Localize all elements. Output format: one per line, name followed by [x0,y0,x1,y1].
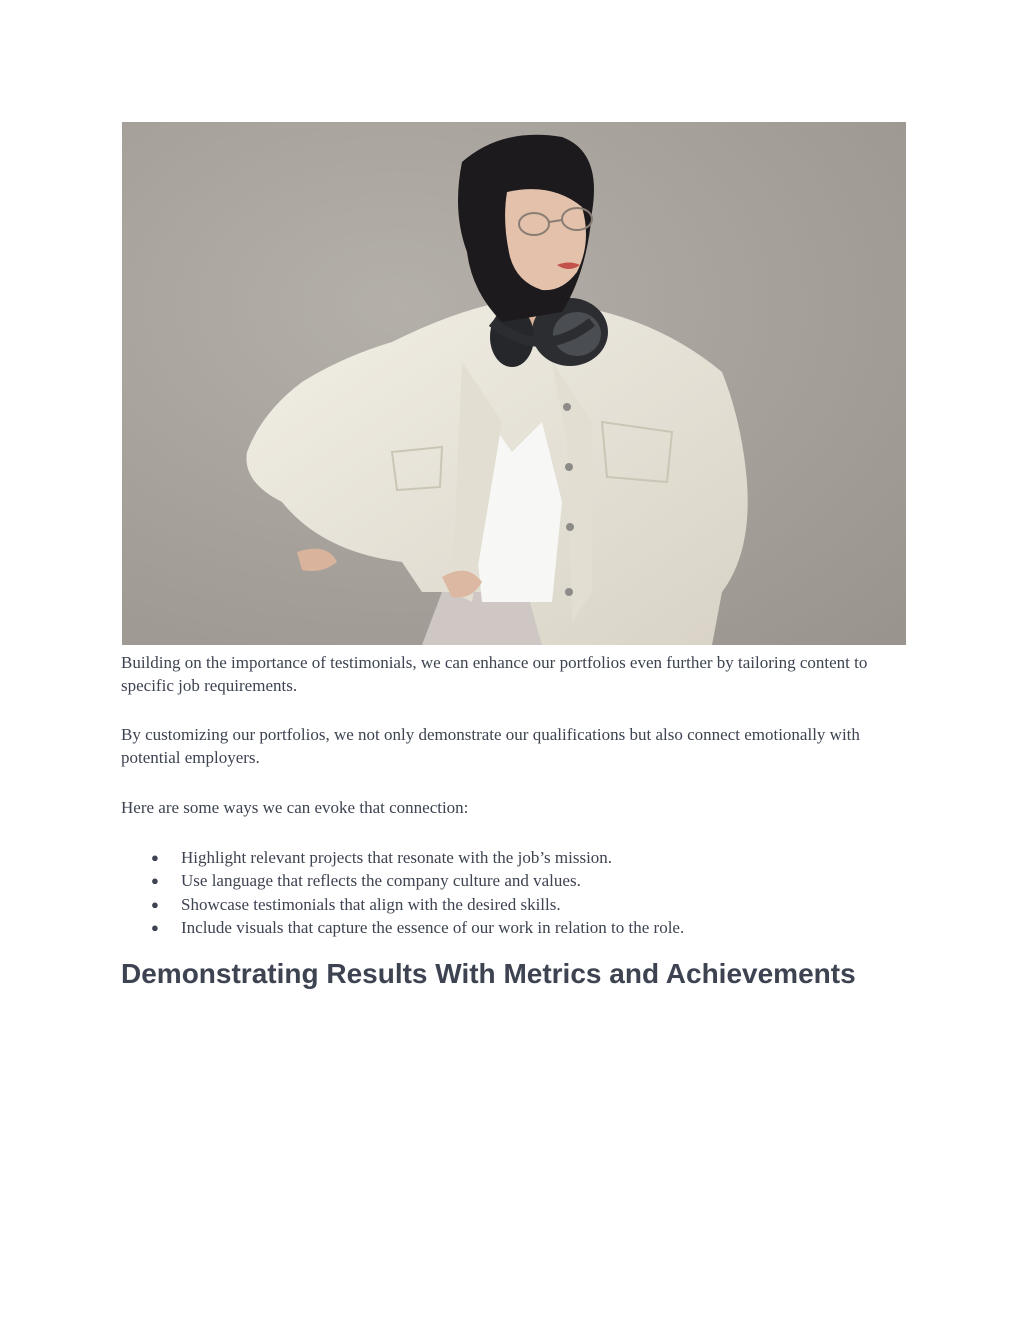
customizing-paragraph: By customizing our portfolios, we not only demonstrate our qualifications but also connect emotionally with potential employers. [121,725,860,767]
list-item [121,846,911,869]
bullet-icon: ● [151,873,159,889]
woman-with-headphones-photo [122,122,906,645]
list-item-text: Showcase testimonials that align with the desired skills. [181,894,561,914]
bullet-icon: ● [151,896,159,912]
bullet-icon: ● [151,850,159,865]
list-item [121,869,911,892]
list-item-text: Use language that reflects the company culture and values. [181,871,581,891]
section-heading: Demonstrating Results With Metrics and Achievements [121,958,856,989]
list-item [121,893,911,916]
list-item [121,916,911,939]
intro-paragraph: Building on the importance of testimonials, we can enhance our portfolios even further by tailoring content to specific job requirements. [121,653,868,695]
bullet-icon: ● [151,919,159,935]
connection-lead-paragraph: Here are some ways we can evoke that connection: [121,798,469,817]
list-item-text: Highlight relevant projects that resonate with the job’s mission. [181,848,613,867]
list-item-text: Include visuals that capture the essence of our work in relation to the role. [181,917,685,937]
connection-tips-list [121,846,911,939]
